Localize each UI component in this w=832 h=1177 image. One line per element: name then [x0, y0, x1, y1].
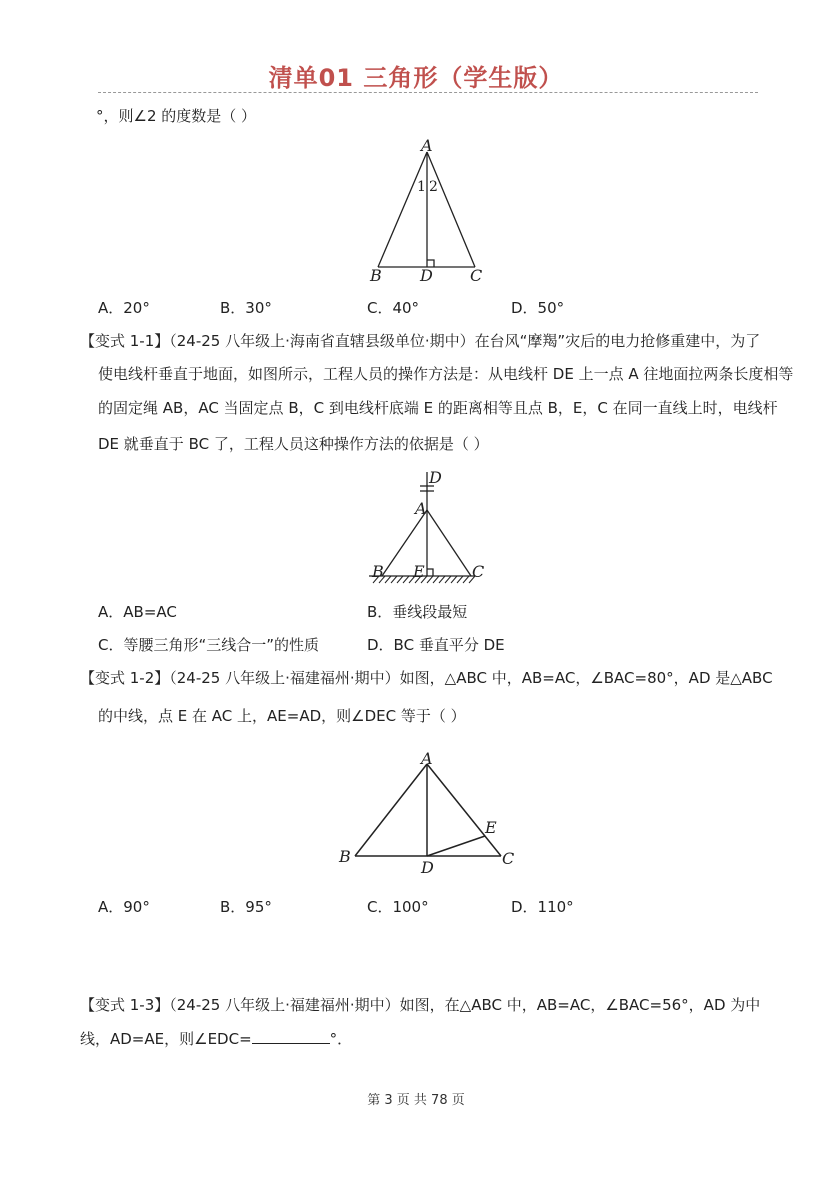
- v11-line-2: 使电线杆垂直于地面，如图所示，工程人员的操作方法是：从电线杆 DE 上一点 A 往地面拉两条长度相等: [98, 365, 794, 383]
- v12-option-a: A．90°: [98, 898, 150, 916]
- v12-line-ac: [427, 764, 501, 856]
- v12-label-a: A: [421, 749, 433, 768]
- q1-option-a: A．20°: [98, 299, 150, 317]
- v11-label-d: D: [429, 468, 442, 487]
- v11-line-1: 【变式 1-1】（24-25 八年级上·海南省直辖县级单位·期中）在台风“摩羯”灾后的电力抢修重建中，为了: [80, 332, 761, 350]
- q1-label-c: C: [470, 266, 483, 285]
- v13-line-2: [80, 1029, 352, 1049]
- v13-line-2-start: 线，AD=AE，则∠EDC=: [80, 1030, 252, 1048]
- page-footer: 第 3 页 共 78 页: [367, 1093, 465, 1108]
- v13-line-2-end: °．: [329, 1030, 353, 1048]
- v11-figure: [365, 466, 490, 592]
- v11-line-3: 的固定绳 AB，AC 当固定点 B，C 到电线杆底端 E 的距离相等且点 B，E，C 在同一直线上时，电线杆: [98, 399, 778, 417]
- q1-angle-2: 2: [429, 179, 438, 195]
- v11-option-b: B．垂线段最短: [367, 603, 468, 621]
- q1-line-ac: [427, 152, 475, 267]
- v11-option-d: D．BC 垂直平分 DE: [367, 636, 505, 654]
- q1-line-ab: [378, 152, 427, 267]
- q1-label-a: A: [421, 138, 433, 155]
- v11-right-angle-mark: [427, 569, 433, 576]
- v12-option-c: C．100°: [367, 898, 429, 916]
- v11-label-a: A: [415, 499, 427, 518]
- v12-line-2: 的中线，点 E 在 AC 上，AE=AD，则∠DEC 等于（ ）: [98, 707, 466, 725]
- q1-option-b: B．30°: [220, 299, 272, 317]
- q1-option-d: D．50°: [511, 299, 565, 317]
- v13-line-1: 【变式 1-3】（24-25 八年级上·福建福州·期中）如图，在△ABC 中，AB=AC，∠BAC=56°，AD 为中: [80, 996, 761, 1014]
- v11-label-e: E: [413, 562, 425, 581]
- v12-line-1: 【变式 1-2】（24-25 八年级上·福建福州·期中）如图，△ABC 中，AB=AC，∠BAC=80°，AD 是△ABC: [80, 669, 773, 687]
- v12-option-d: D．110°: [511, 898, 574, 916]
- v13-answer-blank[interactable]: [252, 1029, 330, 1044]
- v12-label-c: C: [502, 849, 515, 868]
- v11-label-c: C: [472, 562, 485, 581]
- page-title: 清单01 三角形（学生版）: [268, 64, 564, 92]
- v11-rope-ac: [427, 510, 471, 576]
- v11-option-c: C．等腰三角形“三线合一”的性质: [98, 636, 320, 654]
- v12-line-de: [427, 836, 485, 856]
- q1-angle-1: 1: [417, 179, 426, 195]
- q1-option-c: C．40°: [367, 299, 420, 317]
- v12-label-b: B: [339, 847, 351, 866]
- q1-label-d: D: [420, 266, 433, 285]
- v12-label-d: D: [421, 858, 434, 877]
- v11-label-b: B: [372, 562, 384, 581]
- v12-line-ab: [355, 764, 427, 856]
- header-divider: [98, 92, 758, 93]
- v12-figure: [330, 744, 530, 882]
- v12-option-b: B．95°: [220, 898, 272, 916]
- q1-label-b: B: [370, 266, 382, 285]
- q1-figure: [360, 138, 500, 288]
- q1-text: °，则∠2 的度数是（ ）: [96, 107, 257, 125]
- v11-option-a: A．AB=AC: [98, 603, 177, 621]
- v12-label-e: E: [485, 818, 497, 837]
- v11-line-4: DE 就垂直于 BC 了，工程人员这种操作方法的依据是（ ）: [98, 435, 489, 453]
